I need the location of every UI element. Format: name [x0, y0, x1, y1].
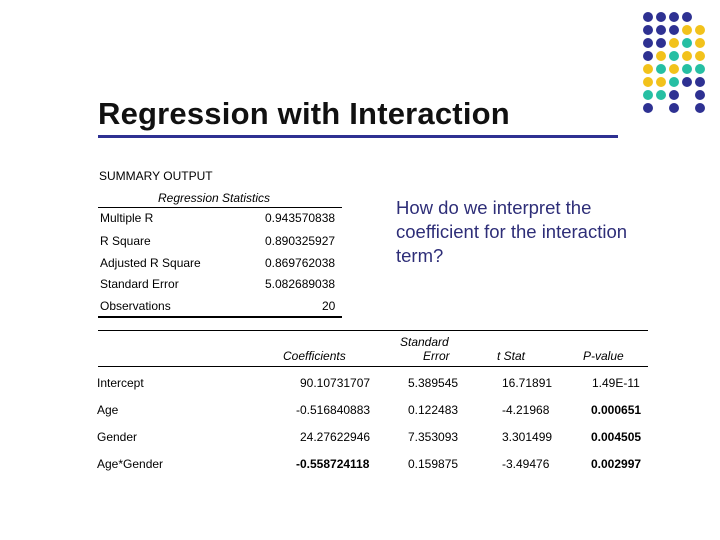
- stat-label-r-square: R Square: [100, 234, 151, 248]
- header-t-stat: t Stat: [497, 349, 526, 363]
- stat-value-r-square: 0.890325927: [265, 234, 336, 248]
- decorative-dot: [643, 25, 653, 35]
- decorative-dot: [656, 12, 666, 22]
- stat-label-standard-error: Standard Error: [100, 277, 179, 291]
- tstat-age-gender: -3.49476: [502, 457, 550, 471]
- decorative-dot: [669, 103, 679, 113]
- decorative-dot: [669, 12, 679, 22]
- decorative-dot: [656, 38, 666, 48]
- decorative-dot: [682, 64, 692, 74]
- decorative-dot: [695, 51, 705, 61]
- regression-statistics-bottom-rule: [98, 316, 342, 318]
- decorative-dot: [656, 77, 666, 87]
- decorative-dot: [695, 77, 705, 87]
- decorative-dot: [643, 12, 653, 22]
- decorative-dot: [682, 38, 692, 48]
- decorative-dot: [669, 90, 679, 100]
- stat-value-observations: 20: [322, 299, 336, 313]
- se-age-gender: 0.159875: [408, 457, 459, 471]
- decorative-dot: [656, 25, 666, 35]
- header-coefficients: Coefficients: [283, 349, 346, 363]
- coef-age: -0.516840883: [296, 403, 371, 417]
- decorative-dot: [695, 103, 705, 113]
- decorative-dot: [695, 38, 705, 48]
- decorative-dot: [682, 51, 692, 61]
- se-age: 0.122483: [408, 403, 459, 417]
- decorative-dot: [669, 77, 679, 87]
- header-standard-error-line2: Error: [423, 349, 450, 363]
- decorative-dot: [643, 103, 653, 113]
- decorative-dot: [656, 64, 666, 74]
- pvalue-age: 0.000651: [591, 403, 642, 417]
- decorative-dot: [682, 77, 692, 87]
- decorative-dot: [695, 25, 705, 35]
- stat-value-adjusted-r-square: 0.869762038: [265, 256, 336, 270]
- coef-age-gender: -0.558724118: [296, 457, 370, 471]
- slide-title: Regression with Interaction: [98, 96, 510, 131]
- summary-output-label: SUMMARY OUTPUT: [99, 169, 213, 183]
- decorative-dot: [643, 77, 653, 87]
- row-name-age-gender: Age*Gender: [97, 457, 164, 471]
- coef-intercept: 90.10731707: [300, 376, 371, 390]
- decorative-dot: [643, 90, 653, 100]
- tstat-intercept: 16.71891: [502, 376, 553, 390]
- header-standard-error-line1: Standard: [400, 335, 449, 349]
- decorative-dot: [643, 64, 653, 74]
- pvalue-age-gender: 0.002997: [591, 457, 642, 471]
- se-intercept: 5.389545: [408, 376, 459, 390]
- decorative-dot: [656, 51, 666, 61]
- decorative-dot: [669, 38, 679, 48]
- decorative-dot: [669, 51, 679, 61]
- interpretation-question: How do we interpret the coefficient for the interaction term?: [396, 197, 628, 266]
- coefficients-top-rule: [98, 330, 648, 331]
- stat-value-standard-error: 5.082689038: [265, 277, 336, 291]
- stat-label-multiple-r: Multiple R: [100, 211, 154, 225]
- tstat-gender: 3.301499: [502, 430, 553, 444]
- decorative-dot: [669, 25, 679, 35]
- row-name-intercept: Intercept: [97, 376, 144, 390]
- coefficients-header-rule: [98, 366, 648, 367]
- decorative-dot: [643, 38, 653, 48]
- se-gender: 7.353093: [408, 430, 459, 444]
- decorative-dot: [669, 64, 679, 74]
- row-name-age: Age: [97, 403, 119, 417]
- stat-label-observations: Observations: [100, 299, 171, 313]
- coef-gender: 24.27622946: [300, 430, 371, 444]
- stat-value-multiple-r: 0.943570838: [265, 211, 336, 225]
- regression-statistics-heading: Regression Statistics: [158, 191, 271, 205]
- decorative-dot: [682, 12, 692, 22]
- row-name-gender: Gender: [97, 430, 138, 444]
- tstat-age: -4.21968: [502, 403, 550, 417]
- title-underline: [98, 135, 618, 138]
- regression-statistics-top-rule: [98, 207, 342, 208]
- pvalue-gender: 0.004505: [591, 430, 642, 444]
- decorative-dot: [695, 90, 705, 100]
- decorative-dot: [695, 64, 705, 74]
- stat-label-adjusted-r-square: Adjusted R Square: [100, 256, 201, 270]
- decorative-dot: [643, 51, 653, 61]
- decorative-dot: [656, 90, 666, 100]
- header-p-value: P-value: [583, 349, 624, 363]
- decorative-dot: [682, 25, 692, 35]
- pvalue-intercept: 1.49E-11: [592, 376, 640, 390]
